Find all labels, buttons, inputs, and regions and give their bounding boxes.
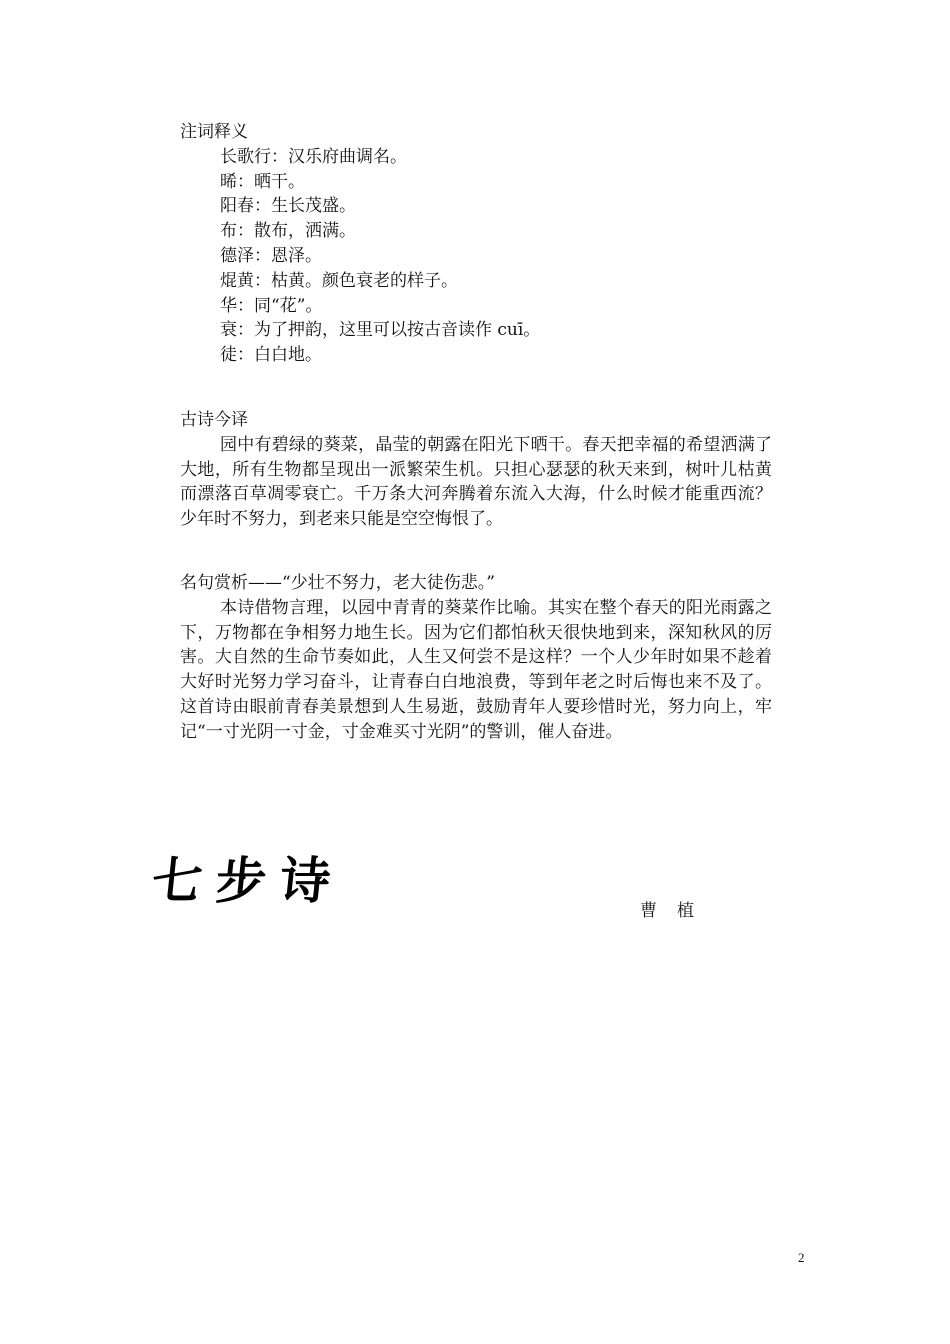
note-item: 焜黄：枯黄。颜色衰老的样子。 [220, 270, 458, 291]
translation-heading: 古诗今译 [180, 410, 248, 430]
note-item: 长歌行：汉乐府曲调名。 [220, 146, 407, 167]
notes-heading: 注词释义 [180, 122, 248, 142]
note-item: 华：同“花”。 [220, 295, 323, 316]
translation-section [180, 408, 772, 532]
note-item: 衰：为了押韵，这里可以按古音读作 cuī。 [220, 320, 541, 341]
note-item: 德泽：恩泽。 [220, 245, 322, 266]
appreciation-heading: 名句赏析——“少壮不努力，老大徒伤悲。” [180, 573, 495, 593]
notes-section [180, 120, 772, 368]
translation-paragraph: 园中有碧绿的葵菜，晶莹的朝露在阳光下晒干。春天把幸福的希望洒满了大地，所有生物都呈现出一派繁荣生机。只担心瑟瑟的秋天来到，树叶儿枯黄而漂落百草凋零衰亡。千万条大河奔腾着东流入大海，什么时候才能重西流？少年时不努力，到老来只能是空空悔恨了。 [180, 434, 772, 530]
poem-title: 七步诗 [148, 852, 348, 910]
note-item: 徒：白白地。 [220, 345, 322, 366]
appreciation-paragraph: 本诗借物言理，以园中青青的葵菜作比喻。其实在整个春天的阳光雨露之下，万物都在争相努力地生长。因为它们都怕秋天很快地到来，深知秋风的厉害。大自然的生命节奏如此，人生又何尝不是这样？一个人少年时如果不趁着大好时光努力学习奋斗，让青春白白地浪费，等到年老之时后悔也来不及了。这首诗由眼前青春美景想到人生易逝，鼓励青年人要珍惜时光，努力向上，牢记“一寸光阴一寸金，寸金难买寸光阴”的警训，催人奋进。 [180, 597, 772, 742]
note-item: 晞：晒干。 [220, 171, 305, 192]
poem-author: 曹植 [640, 901, 714, 921]
appreciation-section [180, 571, 772, 745]
page-number: 2 [798, 1250, 805, 1265]
note-item: 阳春：生长茂盛。 [220, 196, 356, 217]
note-item: 布：散布，洒满。 [220, 221, 356, 242]
